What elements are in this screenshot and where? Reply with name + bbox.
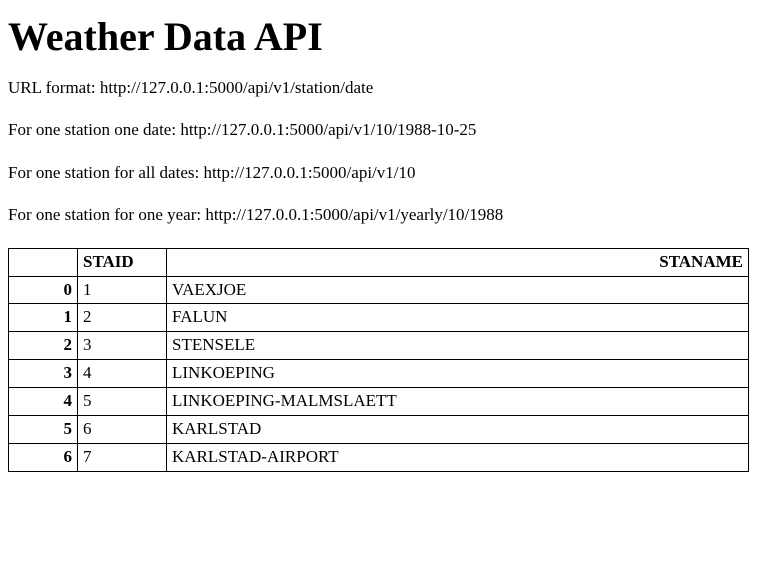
stations-table-header	[9, 248, 749, 276]
column-header-index	[9, 248, 78, 276]
row-index: 4	[9, 388, 78, 416]
table-row	[9, 304, 749, 332]
row-index: 6	[9, 444, 78, 472]
stations-table	[8, 248, 749, 473]
row-staid: 4	[78, 360, 167, 388]
one-station-one-date-line: For one station one date: http://127.0.0.1:5000/api/v1/10/1988-10-25	[8, 120, 477, 140]
stations-table-body	[9, 276, 749, 472]
table-row	[9, 360, 749, 388]
table-row	[9, 332, 749, 360]
table-row	[9, 276, 749, 304]
table-row	[9, 388, 749, 416]
row-index: 3	[9, 360, 78, 388]
row-index: 5	[9, 416, 78, 444]
page-title: Weather Data API	[8, 14, 323, 59]
row-staname: VAEXJOE	[167, 276, 749, 304]
row-index: 2	[9, 332, 78, 360]
one-station-one-year-line: For one station for one year: http://127.0.0.1:5000/api/v1/yearly/10/1988	[8, 205, 504, 225]
table-header-row	[9, 248, 749, 276]
row-staname: KARLSTAD-AIRPORT	[167, 444, 749, 472]
one-station-all-dates-line: For one station for all dates: http://127.0.0.1:5000/api/v1/10	[8, 162, 416, 182]
table-row	[9, 416, 749, 444]
row-staid: 6	[78, 416, 167, 444]
row-staname: LINKOEPING-MALMSLAETT	[167, 388, 749, 416]
row-index: 0	[9, 276, 78, 304]
table-row	[9, 444, 749, 472]
row-staname: FALUN	[167, 304, 749, 332]
row-staid: 5	[78, 388, 167, 416]
column-header-staid: STAID	[78, 248, 167, 276]
row-staid: 1	[78, 276, 167, 304]
row-staname: KARLSTAD	[167, 416, 749, 444]
column-header-staname: STANAME	[167, 248, 749, 276]
row-staname: STENSELE	[167, 332, 749, 360]
row-staid: 2	[78, 304, 167, 332]
url-format-line: URL format: http://127.0.0.1:5000/api/v1/station/date	[8, 78, 374, 97]
row-staid: 3	[78, 332, 167, 360]
row-index: 1	[9, 304, 78, 332]
row-staname: LINKOEPING	[167, 360, 749, 388]
row-staid: 7	[78, 444, 167, 472]
